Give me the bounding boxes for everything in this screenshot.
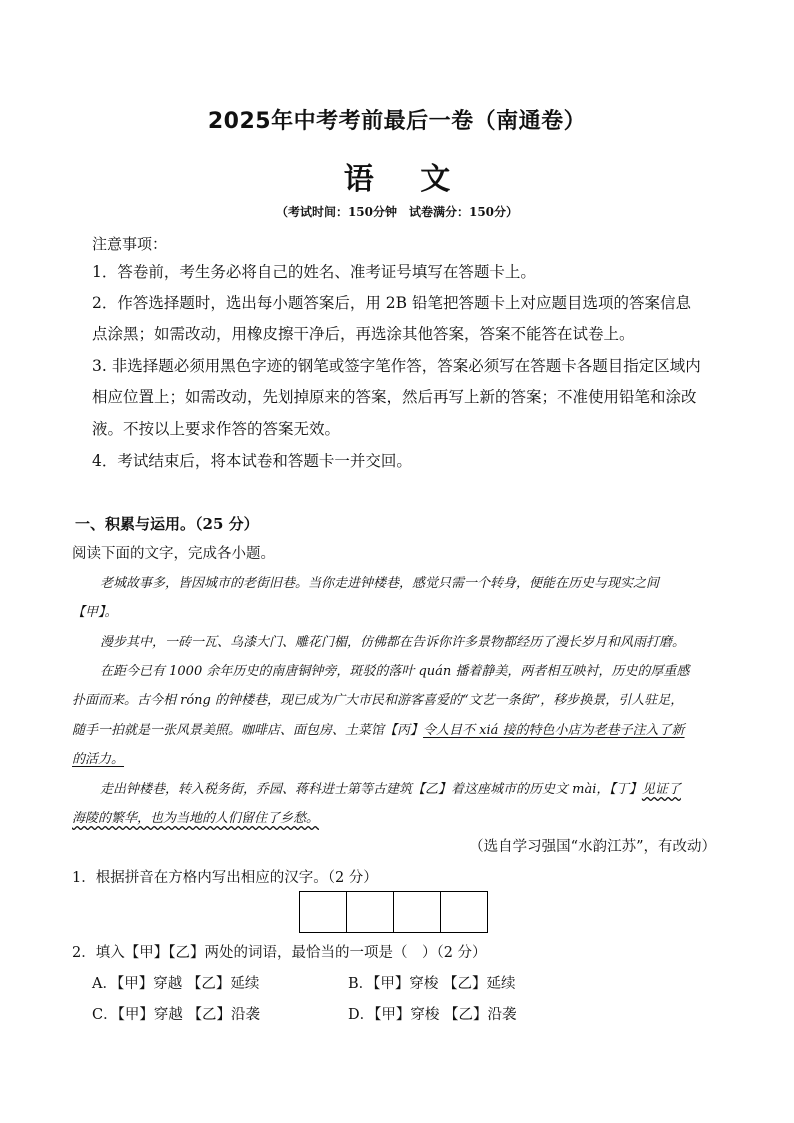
wavy-underlined-text: 海陵的繁华，也为当地的人们留住了乡愁。 <box>72 811 320 826</box>
option-c: C．【甲】穿越 【乙】沿袭 <box>92 1007 260 1023</box>
underlined-text: 令人目不 xiá 接 <box>423 723 516 738</box>
notice-line-4: 3. 非选择题必须用黑色字迹的钢笔或签字笔作答，答案必须写在答题卡各题目指定区域内 <box>92 357 701 375</box>
exam-info: （考试时间：150分钟 试卷满分：150分） <box>275 205 519 219</box>
passage-line <box>72 804 319 833</box>
underlined-text: 的活力。 <box>72 752 125 767</box>
wavy-underlined-text: 见证了 <box>641 782 681 797</box>
passage-line <box>72 716 685 745</box>
question-2: 2．填入【甲】【乙】两处的词语，最恰当的一项是（ ）（2 分） <box>72 945 487 961</box>
section-heading: 一、积累与运用。（25 分） <box>75 515 259 533</box>
option-b: B．【甲】穿梭 【乙】延续 <box>348 976 516 992</box>
passage-line: 漫步其中，一砖一瓦、乌漆大门、雕花门楣，仿佛都在告诉你许多景物都经历了漫长岁月和风雨打磨。 <box>100 635 686 650</box>
answer-grid <box>299 891 488 933</box>
exam-title: 2025年中考考前最后一卷（南通卷） <box>207 109 587 134</box>
passage-line: 【甲】。 <box>72 605 118 620</box>
passage-line <box>100 775 681 804</box>
notice-line-7: 4．考试结束后，将本试卷和答题卡一并交回。 <box>92 452 412 470</box>
option-d: D．【甲】穿梭 【乙】沿袭 <box>348 1007 517 1023</box>
passage-source: （选自学习强国“水韵江苏”，有改动） <box>469 839 716 855</box>
question-1: 1．根据拼音在方格内写出相应的汉字。（2 分） <box>72 870 378 886</box>
passage-line: 在距今已有 1000 余年历史的南唐铜钟旁，斑驳的落叶 quán 播着静美，两者相互映衬，历史的厚重感 <box>100 664 690 679</box>
passage-text: 随手一拍就是一张风景美照。咖啡店、面包房、土菜馆【丙】 <box>72 723 424 738</box>
notice-line-3: 点涂黑；如需改动，用橡皮擦干净后，再选涂其他答案，答案不能答在试卷上。 <box>92 325 635 343</box>
answer-box[interactable] <box>393 891 441 933</box>
reading-instruction: 阅读下面的文字，完成各小题。 <box>72 546 275 562</box>
notice-line-2: 2．作答选择题时，选出每小题答案后，用 2B 铅笔把答题卡上对应题目选项的答案信息 <box>92 294 691 312</box>
notice-heading: 注意事项： <box>92 235 168 253</box>
underlined-text: 的特色小店为老巷子注入了新 <box>515 723 685 738</box>
answer-box[interactable] <box>299 891 347 933</box>
answer-box[interactable] <box>440 891 488 933</box>
notice-line-5: 相应位置上；如需改动，先划掉原来的答案，然后再写上新的答案；不准使用铅笔和涂改 <box>92 388 697 406</box>
answer-box[interactable] <box>346 891 394 933</box>
passage-line <box>72 745 124 774</box>
notice-line-6: 液。不按以上要求作答的答案无效。 <box>92 420 341 438</box>
subject-title: 语 文 <box>343 162 469 197</box>
option-a: A．【甲】穿越 【乙】延续 <box>92 976 260 992</box>
passage-line: 老城故事多，皆因城市的老街旧巷。当你走进钟楼巷，感觉只需一个转身，便能在历史与现实之间 <box>100 576 660 591</box>
passage-text: 走出钟楼巷，转入税务街，乔园、蒋科进士第等古建筑【乙】着这座城市的历史文 mài，【丁】 <box>100 782 642 797</box>
notice-line-1: 1．答卷前，考生务必将自己的姓名、准考证号填写在答题卡上。 <box>92 263 536 281</box>
passage-line: 扑面而来。古今相 róng 的钟楼巷，现已成为广大市民和游客喜爱的“文艺一条街”，移步换景，引人驻足， <box>72 693 684 708</box>
